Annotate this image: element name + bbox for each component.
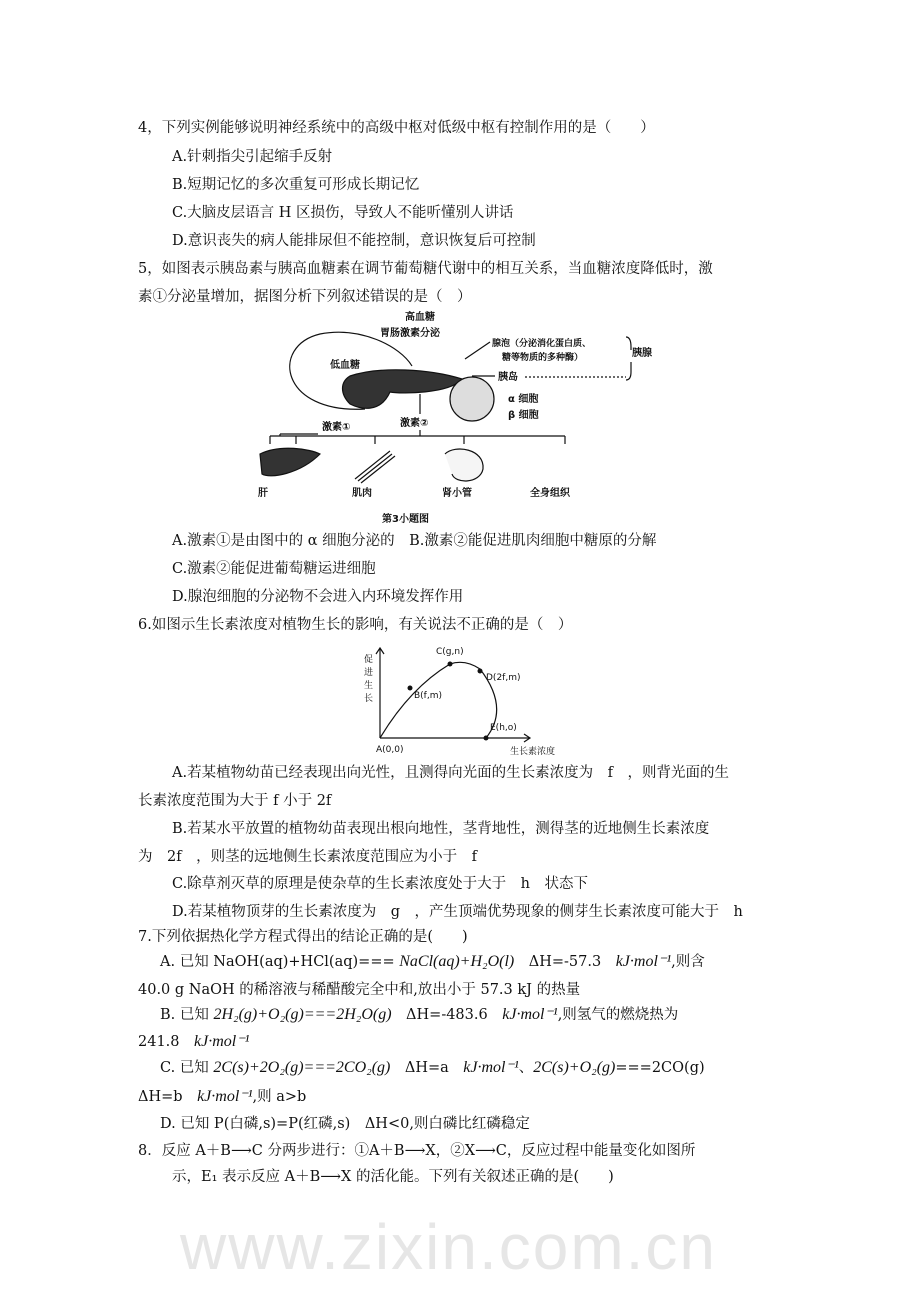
q6-option-a-2: 长素浓度范围为大于 f 小于 2f (138, 793, 332, 809)
q7-option-a-1 (160, 952, 705, 972)
q7-c-text: C. 已知 (160, 1060, 209, 1076)
q7-option-a-2: 40.0 g NaOH 的稀溶液与稀醋酸完全中和,放出小于 57.3 kJ 的热量 (138, 982, 581, 998)
q7-option-b-2 (138, 1032, 249, 1052)
q7-b-unit: kJ·mol⁻¹ (502, 1006, 558, 1023)
q7-a-equation: NaCl(aq)+H₂O(l) (399, 953, 515, 970)
point-d-label: D(2f,m) (486, 673, 521, 683)
label-islet: 胰岛 (498, 372, 518, 383)
auxin-growth-graph (340, 638, 580, 760)
label-tubule: 肾小管 (442, 488, 472, 499)
point-b-label: B(f,m) (414, 691, 442, 701)
label-hormone-1: 激素① (322, 422, 351, 433)
q5-option-c: C.激素②能促进葡萄糖运进细胞 (172, 561, 376, 577)
label-high-glucose: 高血糖 (405, 312, 435, 323)
watermark: www.zixin.com.cn (180, 1211, 717, 1283)
x-axis-label: 生长素浓度 (510, 747, 556, 757)
q7-a-text: A. 已知 NaOH(aq)+HCl(aq)=== (160, 954, 395, 970)
label-alpha-cell: α 细胞 (508, 394, 539, 405)
q6-option-a-1: A.若某植物幼苗已经表现出向光性，且测得向光面的生长素浓度为 f ，则背光面的生 (172, 765, 729, 781)
q7-c-unit: kJ·mol⁻¹ (463, 1059, 519, 1076)
q7-b-value: 241.8 (138, 1034, 180, 1050)
q4-option-c: C.大脑皮层语言 H 区损伤，导致人不能听懂别人讲话 (172, 205, 514, 221)
label-acinus-1: 腺泡（分泌消化蛋白质、 (492, 339, 592, 349)
q7-option-c-1 (160, 1058, 705, 1078)
q5-stem-1: 5，如图表示胰岛素与胰高血糖素在调节葡萄糖代谢中的相互关系，当血糖浓度降低时，激 (138, 261, 713, 277)
q7-option-b-1 (160, 1005, 678, 1025)
figure-caption: 第3小题图 (382, 514, 429, 525)
q5-option-a-b: A.激素①是由图中的 α 细胞分泌的 B.激素②能促进肌肉细胞中糖原的分解 (172, 533, 657, 549)
y-label-3: 生 (364, 681, 374, 691)
label-low-glucose: 低血糖 (330, 360, 360, 371)
q7-b-equation: 2H₂(g)+O₂(g)===2H₂O(g) (213, 1006, 392, 1023)
q6-stem: 6.如图示生长素浓度对植物生长的影响，有关说法不正确的是（ ） (138, 617, 573, 633)
q7-option-d: D. 已知 P(白磷,s)=P(红磷,s) ΔH<0,则白磷比红磷稳定 (160, 1116, 530, 1132)
pancreas-hormone-diagram (240, 306, 660, 530)
point-c-label: C(g,n) (436, 647, 464, 657)
q7-c-enthalpy-b: ΔH=b (138, 1089, 183, 1105)
q8-stem-1: 8．反应 A＋B⟶C 分两步进行：①A＋B⟶X，②X⟶C，反应过程中能量变化如图所 (138, 1143, 696, 1159)
q7-a-unit: kJ·mol⁻¹ (615, 953, 672, 970)
label-gut-hormone: 胃肠激素分泌 (380, 328, 440, 339)
label-hormone-2: 激素② (400, 418, 429, 429)
q5-option-d: D.腺泡细胞的分泌物不会进入内环境发挥作用 (172, 589, 464, 605)
q6-option-b-1: B.若某水平放置的植物幼苗表现出根向地性，茎背地性，测得茎的近地侧生长素浓度 (172, 821, 710, 837)
q7-c-equation-2: 2C(s)+O₂(g) (533, 1059, 616, 1076)
q8-stem-2: 示，E₁ 表示反应 A＋B⟶X 的活化能。下列有关叙述正确的是( ) (172, 1169, 614, 1185)
q7-b-enthalpy: ΔH=-483.6 (391, 1007, 503, 1023)
q7-c2-unit: kJ·mol⁻¹ (197, 1088, 253, 1105)
q7-stem: 7.下列依据热化学方程式得出的结论正确的是( ) (138, 929, 468, 945)
q6-option-d: D.若某植物顶芽的生长素浓度为 g ，产生顶端优势现象的侧芽生长素浓度可能大于 h (172, 904, 743, 920)
y-label-1: 促 (364, 655, 374, 665)
q7-b2-unit: kJ·mol⁻¹ (194, 1033, 250, 1050)
q4-option-b: B.短期记忆的多次重复可形成长期记忆 (172, 177, 420, 193)
q4-stem: 4，下列实例能够说明神经系统中的高级中枢对低级中枢有控制作用的是（ ） (138, 120, 655, 136)
label-muscle: 肌肉 (352, 488, 372, 499)
q7-c-separator: 、 (518, 1060, 534, 1076)
point-e-label: E(h,o) (490, 723, 517, 733)
q6-option-b-2: 为 2f ，则茎的远地侧生长素浓度范围应为小于 f (138, 849, 477, 865)
y-label-4: 长 (364, 694, 374, 704)
q7-option-c-2 (138, 1087, 306, 1107)
q7-c-end: ,则 a>b (252, 1089, 307, 1105)
q7-a-enthalpy: ΔH=-57.3 (514, 954, 616, 970)
q6-option-c: C.除草剂灭草的原理是使杂草的生长素浓度处于大于 h 状态下 (172, 876, 589, 892)
q4-option-a: A.针刺指尖引起缩手反射 (172, 149, 333, 165)
q4-option-d: D.意识丧失的病人能排尿但不能控制，意识恢复后可控制 (172, 233, 536, 249)
q7-b-end: ,则氢气的燃烧热为 (557, 1007, 679, 1023)
label-whole-body: 全身组织 (530, 488, 570, 499)
q7-c-equation-1: 2C(s)+2O₂(g)===2CO₂(g) (213, 1059, 391, 1076)
label-pancreas: 胰腺 (632, 348, 652, 359)
q7-c-enthalpy: ΔH=a (390, 1060, 464, 1076)
label-beta-cell: β 细胞 (508, 410, 539, 421)
q5-stem-2: 素①分泌量增加，据图分析下列叙述错误的是（ ） (138, 289, 472, 305)
label-acinus-2: 糖等物质的多种酶） (502, 353, 584, 363)
y-label-2: 进 (364, 668, 374, 678)
point-a-label: A(0,0) (376, 745, 404, 755)
q7-b-text: B. 已知 (160, 1007, 209, 1023)
label-liver: 肝 (258, 488, 268, 499)
q7-c-equation-2-tail: ===2CO(g) (615, 1060, 705, 1076)
q7-a-end: ,则含 (671, 954, 705, 970)
